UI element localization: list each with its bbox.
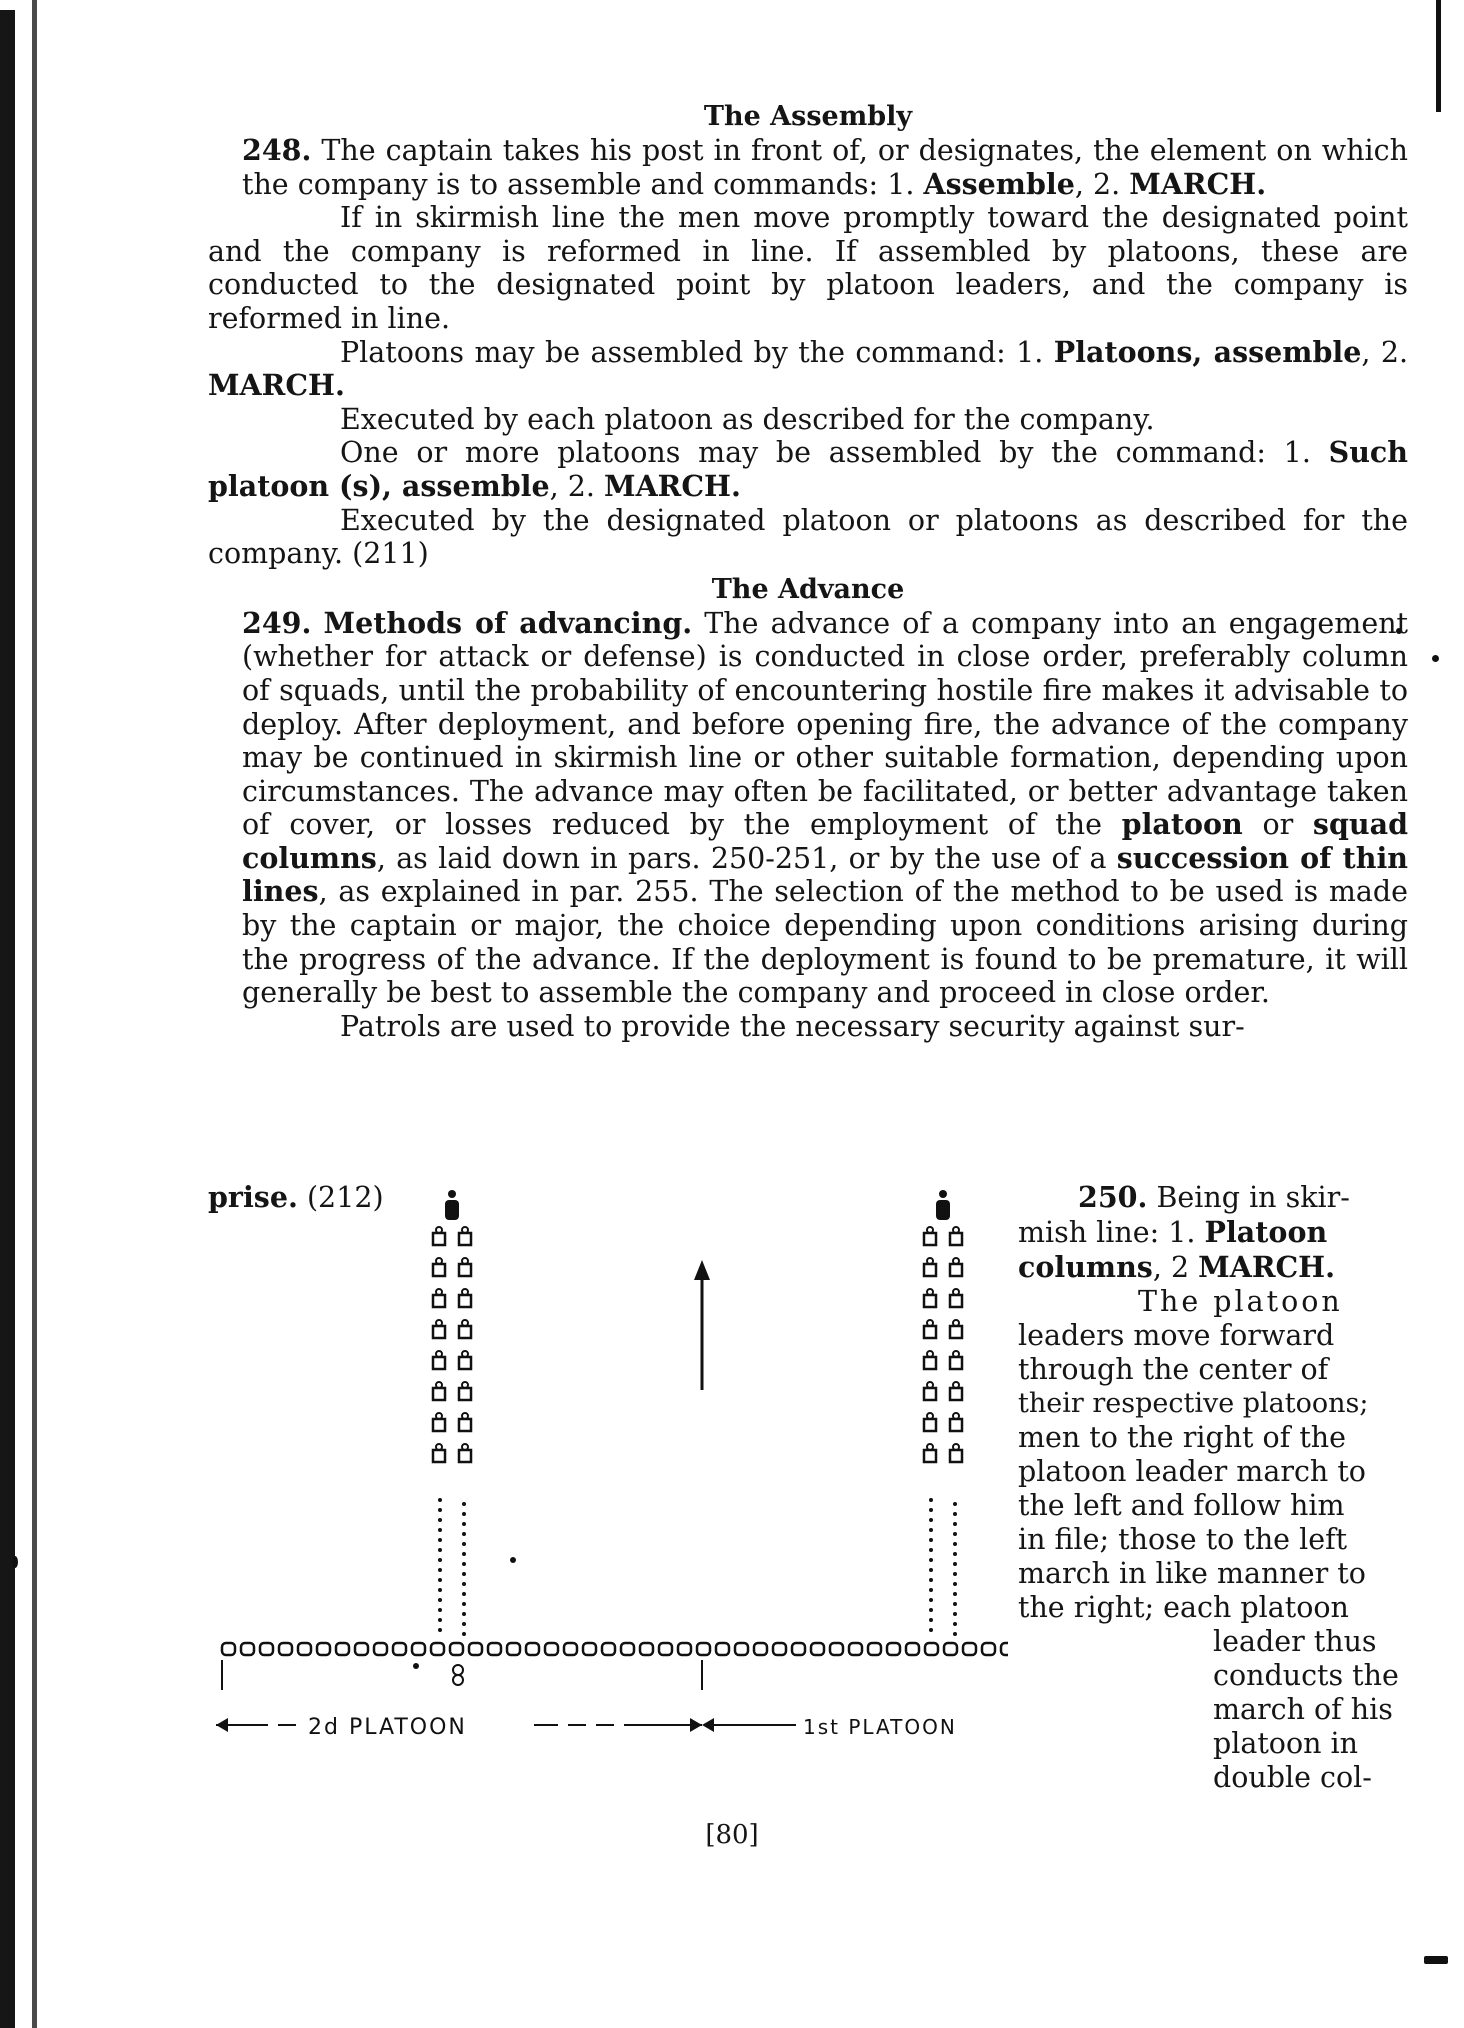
ink-speck	[1432, 655, 1439, 662]
trail-dot	[953, 1522, 957, 1526]
trail-dot	[953, 1612, 957, 1616]
trail-dot	[462, 1632, 466, 1636]
soldier-body	[950, 1450, 962, 1462]
soldier-body	[459, 1264, 471, 1276]
skirmisher	[640, 1643, 653, 1655]
trail-dot	[462, 1622, 466, 1626]
platoon-leader-mark	[445, 1200, 459, 1220]
skirmisher	[754, 1643, 767, 1655]
skirmisher	[811, 1643, 824, 1655]
trail-dot	[462, 1612, 466, 1616]
heading-advance: The Advance	[711, 573, 905, 605]
trail-dot	[462, 1502, 466, 1506]
trail-dot	[929, 1618, 933, 1622]
skirmisher	[887, 1643, 900, 1655]
skirmisher	[412, 1643, 425, 1655]
soldier-figure	[459, 1444, 471, 1462]
trail-dot	[462, 1602, 466, 1606]
soldier-body	[433, 1233, 445, 1245]
heading-assembly: The Assembly	[703, 101, 913, 132]
trail-dot	[929, 1608, 933, 1612]
page-number: [80]	[705, 1820, 759, 1850]
soldier-body	[950, 1295, 962, 1307]
soldier-body	[950, 1264, 962, 1276]
trail-dot	[953, 1502, 957, 1506]
skirmisher	[602, 1643, 615, 1655]
soldier-body	[924, 1233, 936, 1245]
soldier-figure	[433, 1289, 445, 1307]
trail-dot	[462, 1582, 466, 1586]
trail-dot	[953, 1532, 957, 1536]
figure-section	[208, 1180, 1408, 1860]
skirmisher	[450, 1643, 463, 1655]
skirmisher	[355, 1643, 368, 1655]
soldier-figure	[924, 1320, 936, 1338]
trail-dot	[953, 1582, 957, 1586]
trail-dot	[438, 1578, 442, 1582]
soldier-body	[924, 1419, 936, 1431]
platoon-column-1st	[924, 1190, 962, 1636]
skirmisher	[393, 1643, 406, 1655]
soldier-body	[433, 1450, 445, 1462]
soldier-figure	[950, 1413, 962, 1431]
soldier-figure	[433, 1227, 445, 1245]
skirmisher	[564, 1643, 577, 1655]
page-body	[208, 100, 1408, 1043]
skirmisher	[488, 1643, 501, 1655]
skirmisher	[298, 1643, 311, 1655]
trail-dot	[462, 1562, 466, 1566]
trail-dot	[438, 1518, 442, 1522]
skirmisher	[374, 1643, 387, 1655]
soldier-figure	[433, 1413, 445, 1431]
ink-speck	[12, 1556, 18, 1568]
skirmisher	[659, 1643, 672, 1655]
soldier-figure	[433, 1351, 445, 1369]
trail-dot	[953, 1602, 957, 1606]
leader-symbol	[453, 1665, 463, 1685]
paragraph-designated: Executed by the designated platoon or platoons as described for the company. (211)	[208, 503, 1408, 571]
skirmisher	[963, 1643, 976, 1655]
skirmisher	[906, 1643, 919, 1655]
trail-dot	[929, 1538, 933, 1542]
paragraph-249: 249. Methods of advancing. The advance of a company into an engagement (whether for attack or defense) is conducted in close order, preferably column of squads, until the probability of encountering hostile fire makes it advisable to deploy. After deployment, and before opening fire, the advance of the company may be continued in skirmish line or other suitable formation, depending upon circumstances. The advance may often be facilitated, or better advantage taken of cover, or losses reduced by the employment of the platoon or squad columns, as laid down in pars. 250-251, or by the use of a succession of thin lines, as explained in par. 255. The selection of the method to be used is made by the captain or major, the choice depending upon conditions arising during the progress of the advance. If the deployment is found to be premature, it will generally be best to assemble the company and proceed in close order.	[242, 605, 1408, 1010]
ink-speck	[510, 1557, 516, 1563]
trail-dot	[462, 1542, 466, 1546]
trail-dot	[438, 1538, 442, 1542]
skirmisher	[830, 1643, 843, 1655]
bracket-label-2nd: 2d PLATOON	[308, 1715, 467, 1740]
soldier-figure	[433, 1382, 445, 1400]
platoon-columns-diagram	[208, 1180, 1008, 1800]
soldier-body	[459, 1233, 471, 1245]
trail-dot	[462, 1592, 466, 1596]
soldier-figure	[924, 1413, 936, 1431]
soldier-body	[924, 1326, 936, 1338]
trail-dot	[438, 1628, 442, 1632]
prise-line: prise. (212)	[208, 1180, 384, 1214]
trail-dot	[953, 1632, 957, 1636]
trail-dot	[929, 1518, 933, 1522]
skirmisher	[621, 1643, 634, 1655]
paragraph-patrols: Patrols are used to provide the necessary security against sur-	[340, 1009, 1245, 1043]
soldier-figure	[433, 1444, 445, 1462]
trail-dot	[462, 1552, 466, 1556]
skirmisher	[545, 1643, 558, 1655]
paragraph-250: 250. Being in skir- mish line: 1. Platoon columns, 2 MARCH. The platoon leaders move forward through the center of their respective platoons; men to the right of the platoon leader march to the left and follow him in file; those to the left march in like manner to the right; each platoon leader thus conducts the march of his platoon in double col-	[1018, 1180, 1399, 1794]
soldier-figure	[459, 1289, 471, 1307]
soldier-body	[459, 1295, 471, 1307]
paragraph-one-or-more: One or more platoons may be assembled by the command: 1. Such platoon (s), assemble, 2. MARCH.	[208, 435, 1408, 503]
trail-dot	[438, 1588, 442, 1592]
soldier-body	[459, 1357, 471, 1369]
soldier-body	[950, 1326, 962, 1338]
trail-dot	[953, 1552, 957, 1556]
soldier-body	[433, 1388, 445, 1400]
skirmisher	[222, 1643, 235, 1655]
trail-dot	[438, 1558, 442, 1562]
soldier-figure	[950, 1444, 962, 1462]
soldier-body	[950, 1419, 962, 1431]
soldier-figure	[950, 1227, 962, 1245]
soldier-figure	[950, 1351, 962, 1369]
soldier-figure	[459, 1382, 471, 1400]
trail-dot	[438, 1548, 442, 1552]
trail-dot	[953, 1542, 957, 1546]
soldier-figure	[924, 1227, 936, 1245]
skirmisher	[507, 1643, 520, 1655]
ink-speck	[1424, 1956, 1448, 1964]
soldier-body	[433, 1295, 445, 1307]
soldier-body	[433, 1264, 445, 1276]
trail-dot	[438, 1598, 442, 1602]
soldier-figure	[924, 1289, 936, 1307]
skirmisher	[735, 1643, 748, 1655]
soldier-figure	[950, 1258, 962, 1276]
soldier-figure	[459, 1413, 471, 1431]
trail-dot	[953, 1572, 957, 1576]
trail-dot	[929, 1508, 933, 1512]
trail-dot	[929, 1588, 933, 1592]
paragraph-platoons: Platoons may be assembled by the command: 1. Platoons, assemble, 2. MARCH.	[208, 334, 1409, 403]
skirmisher	[773, 1643, 786, 1655]
direction-arrow-head	[694, 1260, 710, 1280]
skirmisher	[260, 1643, 273, 1655]
binding-edge-left	[0, 10, 15, 2028]
soldier-body	[433, 1419, 445, 1431]
soldier-figure	[924, 1382, 936, 1400]
trail-dot	[929, 1558, 933, 1562]
skirmisher	[849, 1643, 862, 1655]
soldier-body	[459, 1326, 471, 1338]
soldier-body	[924, 1264, 936, 1276]
skirmisher	[868, 1643, 881, 1655]
skirmisher	[526, 1643, 539, 1655]
trail-dot	[462, 1532, 466, 1536]
soldier-body	[950, 1233, 962, 1245]
trail-dot	[929, 1628, 933, 1632]
trail-dot	[929, 1568, 933, 1572]
trail-dot	[462, 1522, 466, 1526]
skirmisher	[716, 1643, 729, 1655]
trail-dot	[438, 1528, 442, 1532]
skirmisher	[944, 1643, 957, 1655]
soldier-figure	[924, 1258, 936, 1276]
bracket-label-1st: 1st PLATOON	[803, 1715, 957, 1739]
trail-dot	[438, 1508, 442, 1512]
skirmisher	[279, 1643, 292, 1655]
platoon-column-2nd	[433, 1190, 471, 1636]
soldier-body	[459, 1388, 471, 1400]
paragraph-248: 248. The captain takes his post in front of, or designates, the element on which the company is to assemble and commands: 1. Assemble, 2. MARCH.	[242, 133, 1408, 201]
soldier-body	[950, 1357, 962, 1369]
skirmisher	[336, 1643, 349, 1655]
soldier-body	[459, 1419, 471, 1431]
trail-dot	[929, 1528, 933, 1532]
skirmisher	[317, 1643, 330, 1655]
skirmisher	[678, 1643, 691, 1655]
skirmisher	[792, 1643, 805, 1655]
skirmisher	[697, 1643, 710, 1655]
soldier-figure	[950, 1382, 962, 1400]
soldier-body	[433, 1326, 445, 1338]
soldier-body	[924, 1295, 936, 1307]
binding-edge-line	[32, 0, 37, 2028]
soldier-body	[924, 1357, 936, 1369]
trail-dot	[929, 1578, 933, 1582]
soldier-figure	[459, 1258, 471, 1276]
ink-speck	[413, 1663, 419, 1669]
binding-edge-right	[1436, 0, 1441, 112]
skirmisher	[469, 1643, 482, 1655]
skirmisher	[431, 1643, 444, 1655]
trail-dot	[462, 1572, 466, 1576]
trail-dot	[953, 1562, 957, 1566]
paragraph-skirmish: If in skirmish line the men move promptly toward the designated point and the company is reformed in line. If assembled by platoons, these are conducted to the designated point by platoon leaders, and the company is reformed in line.	[208, 201, 1408, 335]
para-num: 248.	[242, 133, 312, 167]
skirmisher	[583, 1643, 596, 1655]
soldier-figure	[433, 1258, 445, 1276]
trail-dot	[438, 1498, 442, 1502]
soldier-figure	[924, 1444, 936, 1462]
soldier-body	[433, 1357, 445, 1369]
soldier-body	[924, 1450, 936, 1462]
platoon-leader-head	[448, 1190, 456, 1198]
platoon-leader-mark	[936, 1200, 950, 1220]
trail-dot	[953, 1512, 957, 1516]
trail-dot	[438, 1618, 442, 1622]
soldier-figure	[950, 1289, 962, 1307]
soldier-figure	[459, 1227, 471, 1245]
skirmisher	[1001, 1643, 1008, 1655]
paragraph-executed: Executed by each platoon as described for the company.	[340, 402, 1155, 436]
trail-dot	[462, 1512, 466, 1516]
soldier-figure	[950, 1320, 962, 1338]
trail-dot	[953, 1622, 957, 1626]
trail-dot	[438, 1568, 442, 1572]
skirmish-line	[222, 1643, 1008, 1655]
soldier-figure	[433, 1320, 445, 1338]
trail-dot	[438, 1608, 442, 1612]
soldier-body	[459, 1450, 471, 1462]
trail-dot	[953, 1592, 957, 1596]
soldier-figure	[459, 1320, 471, 1338]
trail-dot	[929, 1548, 933, 1552]
skirmisher	[982, 1643, 995, 1655]
platoon-leader-head	[939, 1190, 947, 1198]
soldier-figure	[924, 1351, 936, 1369]
soldier-body	[924, 1388, 936, 1400]
skirmisher	[925, 1643, 938, 1655]
trail-dot	[929, 1598, 933, 1602]
trail-dot	[929, 1498, 933, 1502]
soldier-figure	[459, 1351, 471, 1369]
soldier-body	[950, 1388, 962, 1400]
skirmisher	[241, 1643, 254, 1655]
